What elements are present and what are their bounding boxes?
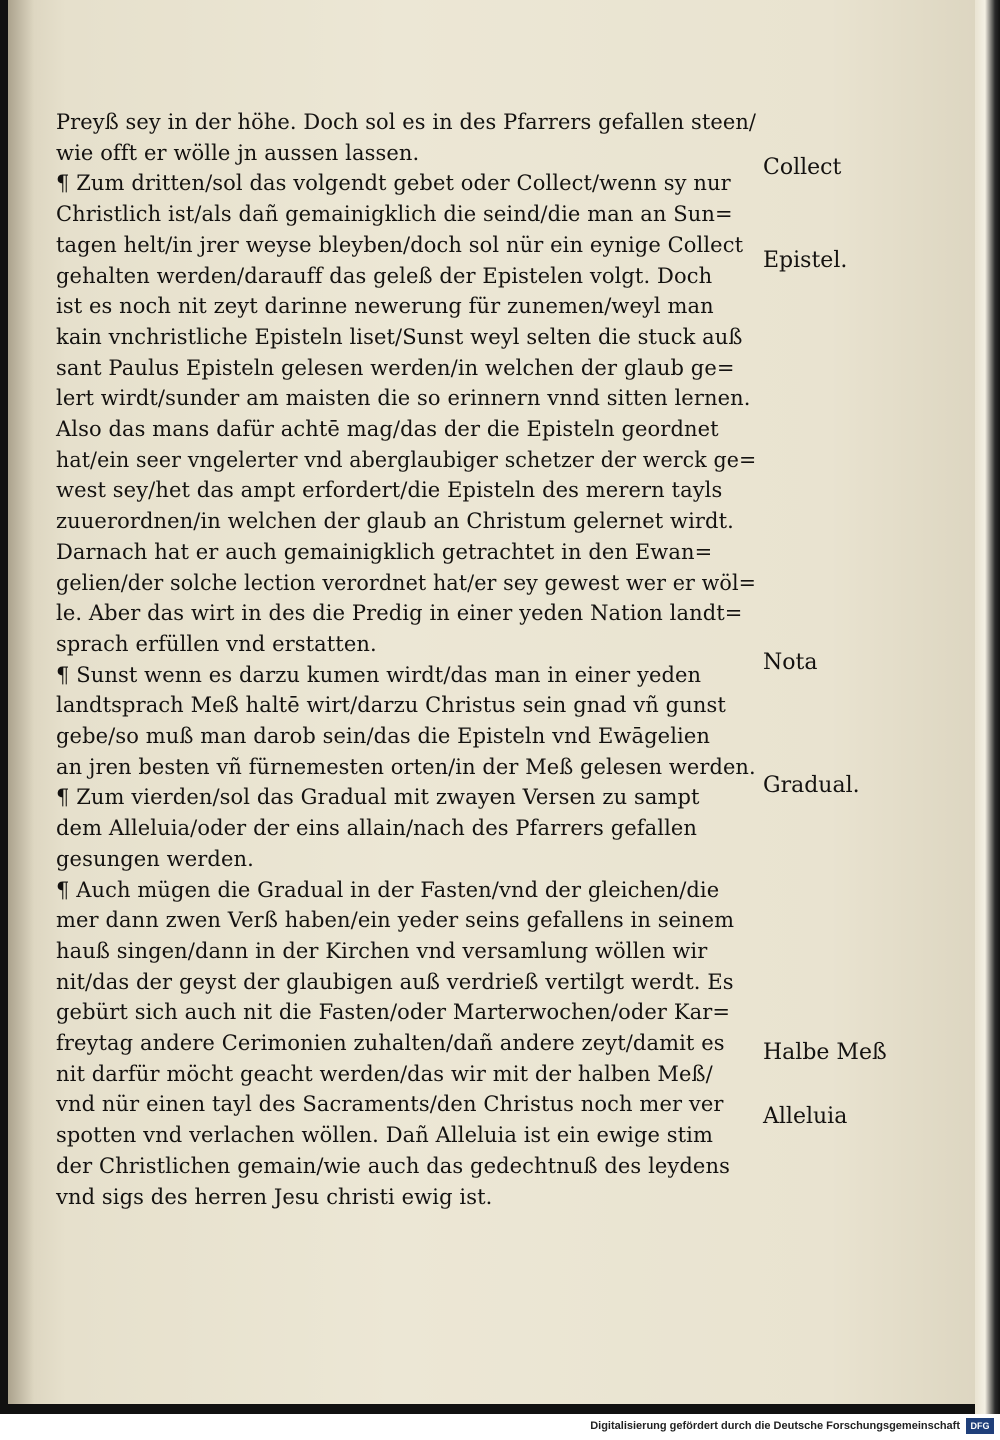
footer-credit: Digitalisierung gefördert durch die Deutsche Forschungsgemeinschaft (590, 1420, 960, 1432)
text-line: Preyß sey in der höhe. Doch sol es in des Pfarrers gefallen steen/ (56, 110, 757, 134)
text-line: ¶ Auch mügen die Gradual in der Fasten/vnd der gleichen/die (56, 878, 720, 902)
text-line: nit darfür möcht geacht werden/das wir mit der halben Meß/ (56, 1062, 713, 1086)
text-line: ¶ Zum dritten/sol das volgendt gebet oder Collect/wenn sy nur (56, 171, 731, 195)
text-line: gebürt sich auch nit die Fasten/oder Marterwochen/oder Kar= (56, 1000, 731, 1024)
page-gutter-shadow (8, 0, 34, 1404)
text-line: gebe/so muß man darob sein/das die Episteln vnd Ewāgelien (56, 724, 710, 748)
text-line: an jren besten vñ fürnemesten orten/in der Meß gelesen werden. (56, 755, 756, 779)
text-line: vnd nür einen tayl des Sacraments/den Christus noch mer ver (56, 1092, 724, 1116)
text-line: ist es noch nit zeyt darinne newerung für zunemen/weyl man (56, 294, 714, 318)
text-line: west sey/het das ampt erfordert/die Episteln des merern tayls (56, 478, 723, 502)
marginal-note: Collect (763, 155, 842, 180)
text-line: gesungen werden. (56, 847, 254, 871)
text-line: nit/das der geyst der glaubigen auß verdrieß vertilgt werdt. Es (56, 970, 734, 994)
marginal-note: Epistel. (763, 248, 848, 273)
marginal-note: Alleluia (763, 1104, 848, 1129)
text-line: zuuerordnen/in welchen der glaub an Christum gelernet wirdt. (56, 509, 734, 533)
marginal-note: Gradual. (763, 773, 860, 798)
marginal-note: Nota (763, 650, 818, 675)
text-line: le. Aber das wirt in des die Predig in einer yeden Nation landt= (56, 601, 743, 625)
text-line: spotten vnd verlachen wöllen. Dañ Alleluia ist ein ewige stim (56, 1123, 714, 1147)
text-line: Christlich ist/als dañ gemainigklich die seind/die man an Sun= (56, 202, 733, 226)
text-line: lert wirdt/sunder am maisten die so erinnern vnnd sitten lernen. (56, 386, 751, 410)
text-line: hat/ein seer vngelerter vnd aberglaubiger schetzer der werck ge= (56, 448, 757, 472)
text-line: der Christlichen gemain/wie auch das gedechtnuß des leydens (56, 1154, 730, 1178)
text-line: dem Alleluia/oder der eins allain/nach des Pfarrers gefallen (56, 816, 698, 840)
text-line: gehalten werden/darauff das geleß der Epistelen volgt. Doch (56, 264, 713, 288)
text-line: tagen helt/in jrer weyse bleyben/doch sol nür ein eynige Collect (56, 233, 744, 257)
text-line: sant Paulus Episteln gelesen werden/in welchen der glaub ge= (56, 356, 735, 380)
text-line: kain vnchristliche Episteln liset/Sunst weyl selten die stuck auß (56, 325, 743, 349)
text-line: mer dann zwen Verß haben/ein yeder seins gefallens in seinem (56, 908, 735, 932)
page-edge (975, 0, 1000, 1414)
dfg-logo: DFG (966, 1418, 994, 1434)
text-line: vnd sigs des herren Jesu christi ewig ist. (56, 1185, 493, 1209)
text-line: hauß singen/dann in der Kirchen vnd versamlung wöllen wir (56, 939, 708, 963)
text-line: ¶ Zum vierden/sol das Gradual mit zwayen Versen zu sampt (56, 785, 700, 809)
text-line: wie offt er wölle jn aussen lassen. (56, 141, 420, 165)
text-line: gelien/der solche lection verordnet hat/er sey gewest wer er wöl= (56, 571, 757, 595)
text-line: sprach erfüllen vnd erstatten. (56, 632, 377, 656)
marginal-note: Halbe Meß (763, 1040, 887, 1065)
text-line: Darnach hat er auch gemainigklich getrachtet in den Ewan= (56, 540, 713, 564)
text-line: landtsprach Meß haltē wirt/darzu Christus sein gnad vñ gunst (56, 693, 726, 717)
text-line: ¶ Sunst wenn es darzu kumen wirdt/das man in einer yeden (56, 663, 702, 687)
footer-bar (0, 1414, 1000, 1440)
text-line: Also das mans dafür achtē mag/das der die Episteln geordnet (56, 417, 719, 441)
text-line: freytag andere Cerimonien zuhalten/dañ andere zeyt/damit es (56, 1031, 725, 1055)
